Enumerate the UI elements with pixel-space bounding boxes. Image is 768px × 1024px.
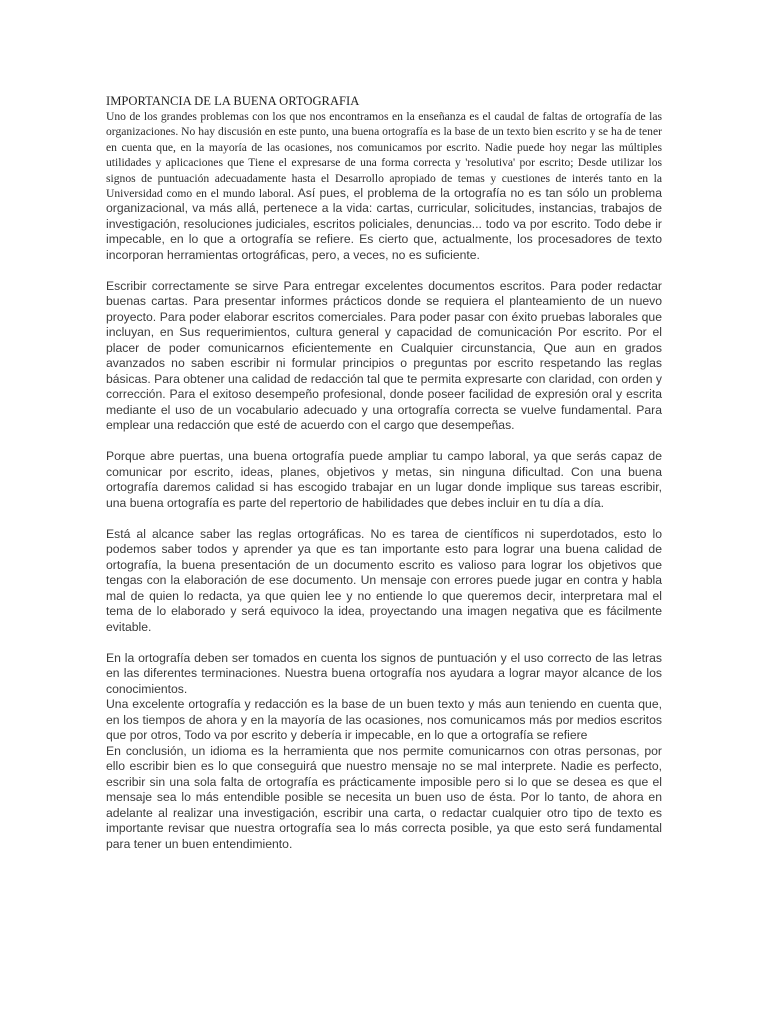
paragraph-porque: Porque abre puertas, una buena ortografía puede ampliar tu campo laboral, ya que serás capaz de comunicar por escrito, ideas, planes, objetivos y metas, sin ninguna dificultad. Con una buena ortografía daremos calidad si has escogido trabajar en un lugar donde implique sus tareas escribir, una buena ortografía es parte del repertorio de habilidades que debes incluir en tu día a día. (106, 449, 662, 510)
intro-sans-text: Así pues, el problema de la ortografía no es tan sólo un problema organizacional, va más allá, pertenece a la vida: cartas, curricular, solicitudes, instancias, trabajos de investigación, resoluciones judiciales, escritos policiales, denuncias... todo va por escrito. Todo debe ir impecable, en lo que a ortografía se refiere. Es cierto que, actualmente, los procesadores de texto incorporan herramientas ortográficas, pero, a veces, no es suficiente. (106, 186, 662, 262)
document-page (106, 94, 662, 852)
paragraph-signos: En la ortografía deben ser tomados en cuenta los signos de puntuación y el uso correcto de las letras en las diferentes terminaciones. Nuestra buena ortografía nos ayudara a lograr mayor alcance de los conocimientos. (106, 650, 662, 696)
intro-serif-text: Uno de los grandes problemas con los que nos encontramos en la enseñanza es el caudal de faltas de ortografía de las organizaciones. No hay discusión en este punto, una buena ortografía es la base de un texto bien escrito y se ha de tener en cuenta que, en la mayoría de las ocasiones, nos comunicamos por escrito. Nadie puede hoy negar las múltiples utilidades y aplicaciones que Tiene el expresarse de una forma correcta y 'resolutiva' por escrito; Desde utilizar los signos de puntuación adecuadamente hasta el Desarrollo apropiado de temas y cuestiones de interés tanto en la Universidad como en el mundo laboral. (106, 110, 662, 201)
paragraph-alcance: Está al alcance saber las reglas ortográficas. No es tarea de científicos ni superdotados, esto lo podemos saber todos y aprender ya que es tan importante esto para lograr una buena calidad de ortografía, la buena presentación de un documento escrito es valioso para lograr los objetivos que tengas con la elaboración de ese documento. Un mensaje con errores puede jugar en contra y habla mal de quien lo redacta, ya que quien lee y no entiende lo que queremos decir, interpretara mal el tema de lo elaborado y será equivoco la idea, proyectando una imagen negativa que es fácilmente evitable. (106, 526, 662, 634)
document-title: IMPORTANCIA DE LA BUENA ORTOGRAFIA (106, 94, 360, 108)
paragraph-excelente: Una excelente ortografía y redacción es la base de un buen texto y más aun teniendo en cuenta que, en los tiempos de ahora y en la mayoría de las ocasiones, nos comunicamos más por medios escritos que por otros, Todo va por escrito y debería ir impecable, en lo que a ortografía se refiere (106, 697, 662, 743)
intro-paragraph (106, 109, 662, 263)
paragraph-escribir: Escribir correctamente se sirve Para entregar excelentes documentos escritos. Para poder redactar buenas cartas. Para presentar informes prácticos donde se requiera el planteamiento de un nuevo proyecto. Para poder elaborar escritos comerciales. Para poder pasar con éxito pruebas laborales que incluyan, en Sus requerimientos, cultura general y capacidad de comunicación Por escrito. Por el placer de poder comunicarnos eficientemente en Cualquier circunstancia, Que aun en grados avanzados no saben escribir ni formular principios o preguntas por escrito respetando las reglas básicas. Para obtener una calidad de redacción tal que te permita expresarte con claridad, con orden y corrección. Para el exitoso desempeño profesional, donde poseer facilidad de expresión oral y escrita mediante el uso de un vocabulario adecuado y una ortografía correcta se vuelve fundamental. Para emplear una redacción que esté de acuerdo con el cargo que desempeñas. (106, 278, 662, 433)
paragraph-conclusion: En conclusión, un idioma es la herramienta que nos permite comunicarnos con otras personas, por ello escribir bien es lo que conseguirá que nuestro mensaje no se mal interprete. Nadie es perfecto, escribir sin una sola falta de ortografía es prácticamente imposible pero si lo que se desea es que el mensaje sea lo más entendible posible se necesita un buen uso de ésta. Por lo tanto, de ahora en adelante al realizar una investigación, escribir una carta, o redactar cualquier otro tipo de texto es importante revisar que nuestra ortografía sea lo más correcta posible, ya que esto será fundamental para tener un buen entendimiento. (106, 743, 662, 851)
